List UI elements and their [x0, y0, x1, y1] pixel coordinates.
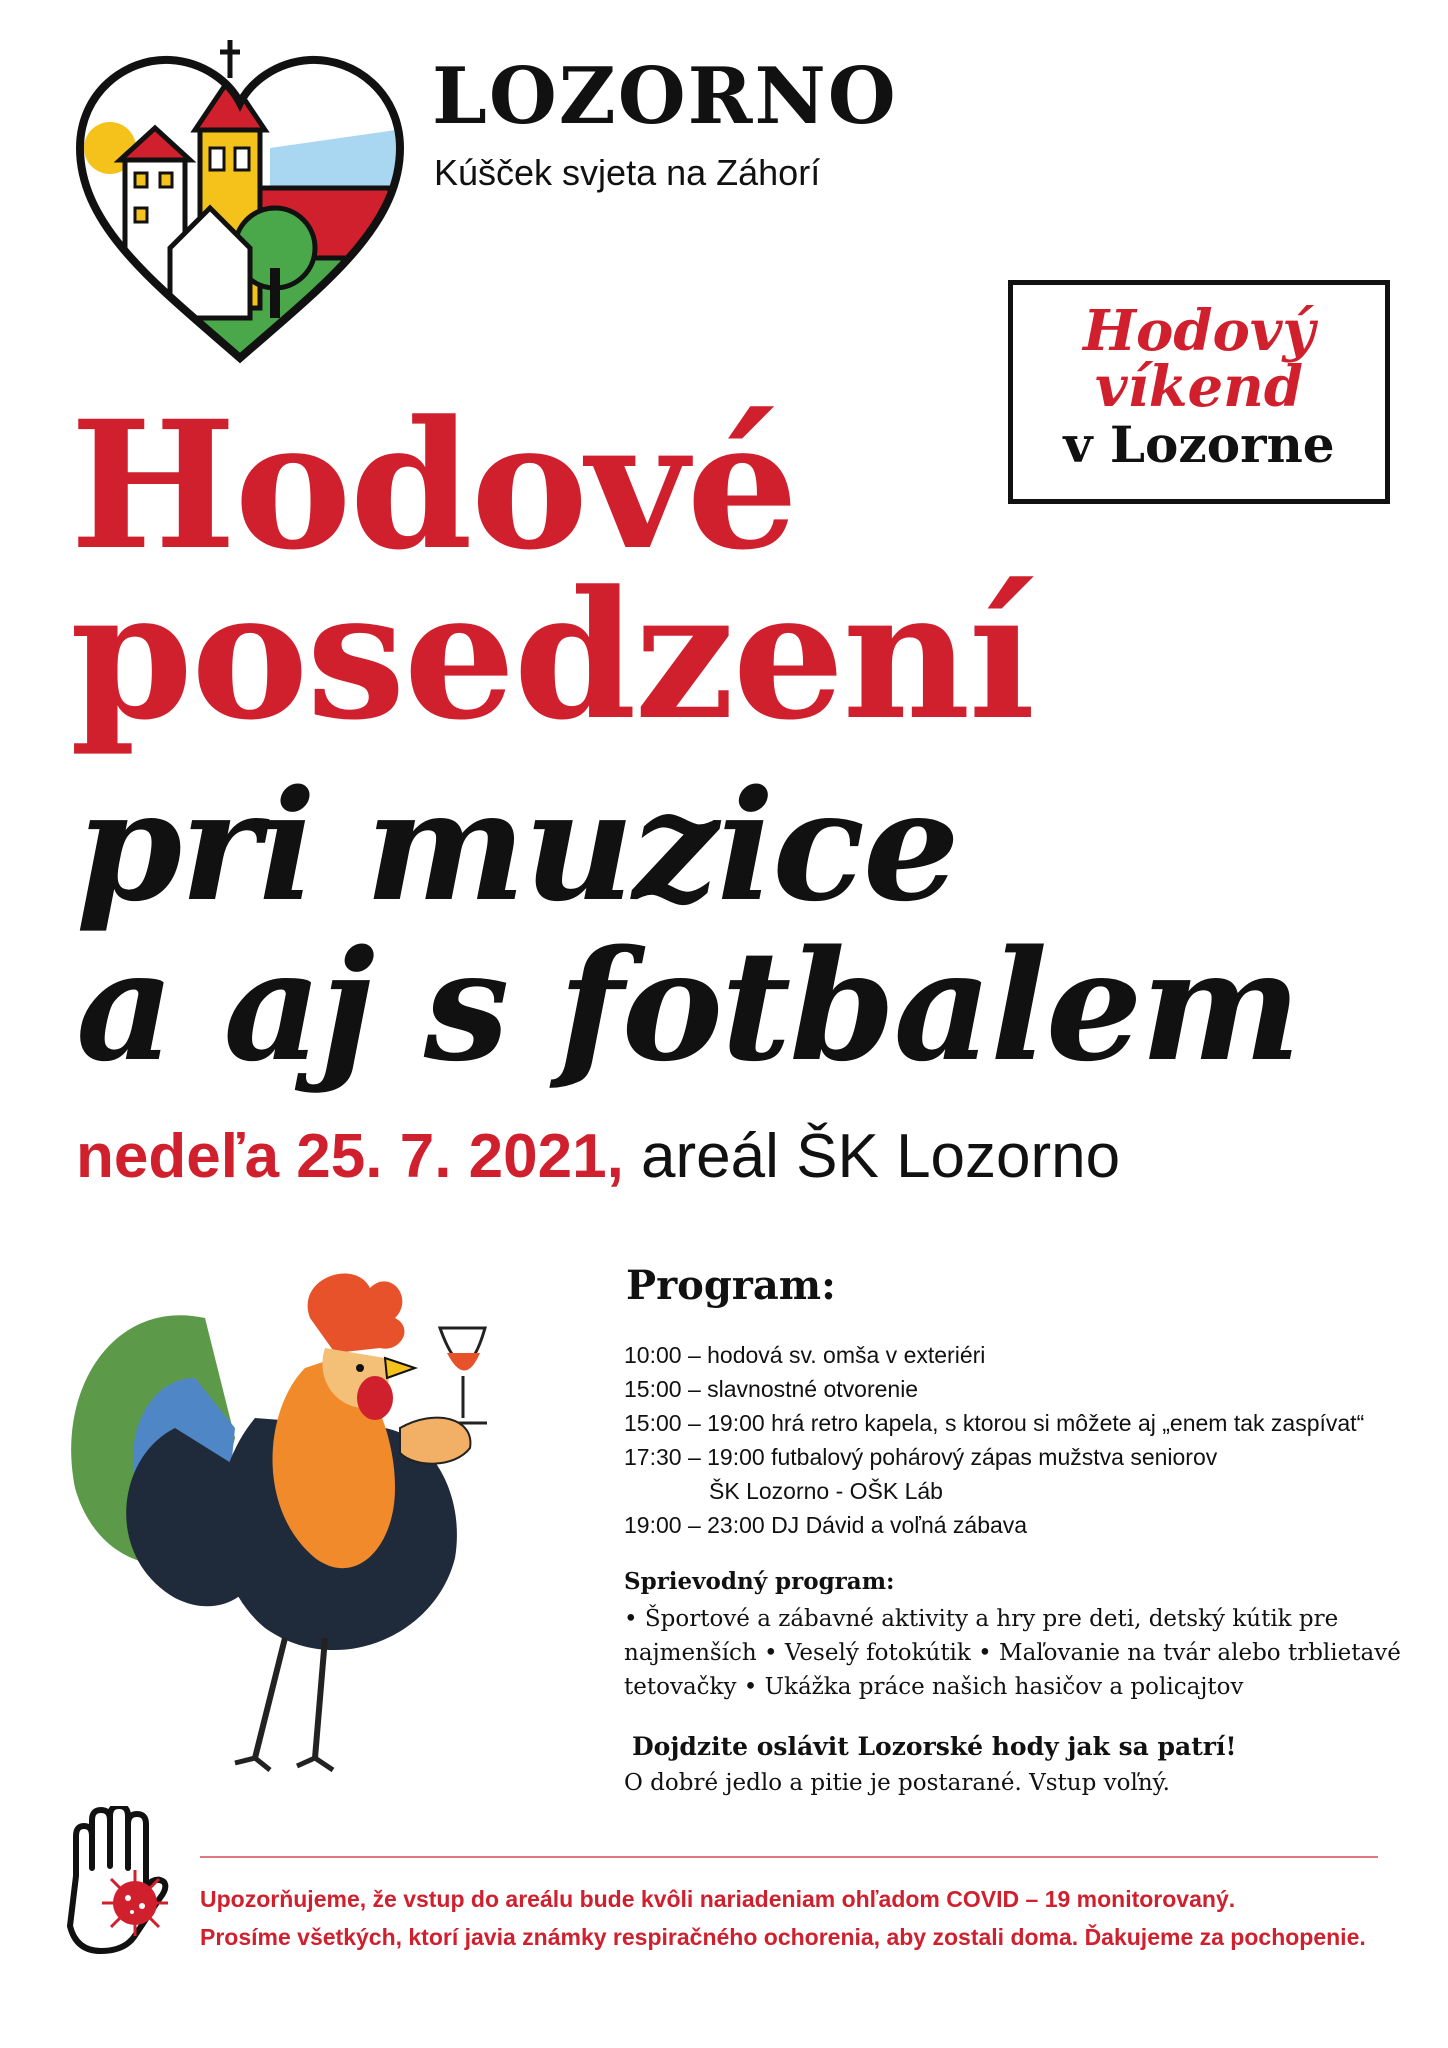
brand-name: LOZORNO — [432, 51, 898, 142]
schedule-item: 15:00 – slavnostné otvorenie — [624, 1376, 919, 1402]
event-date: nedeľa 25. 7. 2021, — [76, 1122, 624, 1191]
rooster-illustration — [55, 1258, 585, 1778]
invite-title: Dojdzite oslávit Lozorské hody jak sa patrí! — [632, 1732, 1237, 1761]
badge-line-2: víkend — [1094, 354, 1304, 420]
program-title: Program: — [626, 1262, 836, 1309]
schedule-item: 17:30 – 19:00 futbalový pohárový zápas mužstva seniorov — [624, 1444, 1218, 1470]
brand-tagline: Kúšček svjeta na Záhorí — [434, 152, 821, 193]
schedule-item: 15:00 – 19:00 hrá retro kapela, s ktorou si môžete aj „enem tak zaspívat“ — [624, 1410, 1365, 1436]
side-program-line: • Športové a zábavné aktivity a hry pre deti, detský kútik pre — [624, 1606, 1339, 1632]
headline-line-4: a aj s fotbalem — [76, 916, 1300, 1095]
headline-line-3: pri muzice — [76, 756, 958, 935]
program-schedule — [624, 1338, 1404, 1542]
covid-warning-line: Prosíme všetkých, ktorí javia známky respiračného ochorenia, aby zostali doma. Ďakujeme za pochopenie. — [200, 1924, 1366, 1950]
side-program-line: najmenších • Veselý fotokútik • Maľovanie na tvár alebo trblietavé — [624, 1640, 1401, 1666]
schedule-item: 10:00 – hodová sv. omša v exteriéri — [624, 1342, 986, 1368]
headline-line-1: Hodové — [70, 382, 797, 589]
side-program-text — [624, 1602, 1414, 1704]
covid-warning-line: Upozorňujeme, že vstup do areálu bude kvôli nariadeniam ohľadom COVID – 19 monitorovaný. — [200, 1886, 1236, 1912]
virus-icon — [100, 1868, 170, 1938]
side-program-line: tetovačky • Ukážka práce našich hasičov a policajtov — [624, 1674, 1244, 1700]
side-program-title: Sprievodný program: — [624, 1568, 895, 1595]
town-heart-logo — [70, 38, 410, 368]
headline-line-2: posedzení — [70, 552, 1034, 759]
footer-divider — [200, 1856, 1378, 1858]
schedule-item-match: ŠK Lozorno - OŠK Láb — [709, 1478, 943, 1504]
event-date-venue — [76, 1122, 1121, 1191]
event-venue: areál ŠK Lozorno — [641, 1122, 1121, 1191]
covid-warning — [200, 1880, 1420, 1956]
invite-text: O dobré jedlo a pitie je postarané. Vstup voľný. — [624, 1770, 1170, 1796]
hodovy-vikend-badge — [1008, 280, 1390, 504]
schedule-item: 19:00 – 23:00 DJ Dávid a voľná zábava — [624, 1512, 1028, 1538]
badge-line-3: v Lozorne — [1063, 415, 1335, 474]
badge-line-1: Hodový — [1083, 298, 1315, 364]
